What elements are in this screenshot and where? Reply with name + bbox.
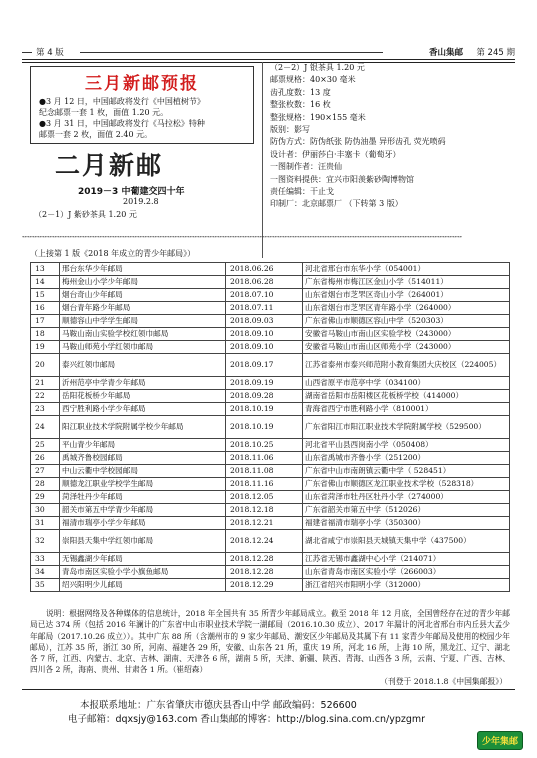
table-row [31, 341, 510, 354]
row-name: 崇阳县天集中学红领巾邮局 [60, 530, 226, 553]
stamp-details [270, 62, 446, 211]
row-number: 13 [31, 263, 60, 276]
row-address: 湖南省岳阳市岳阳楼区花板桥学校（414000） [303, 390, 510, 403]
row-name: 沂州范亭中学青少年邮局 [60, 377, 226, 390]
row-number: 33 [31, 553, 60, 566]
stamp-date: 2019.2.8 [123, 197, 159, 206]
footer-address: 本报联系地址：广东省肇庆市德庆县香山中学 邮政编码：526600 [80, 700, 357, 711]
detail-line: 一图资料提供：宜兴市阳羡紫砂陶博物馆 [270, 174, 414, 184]
star-divider: ******************************************************************************************************************************************************************************** [22, 236, 462, 240]
table-row [31, 403, 510, 416]
row-address: 广东省佛山市顺德区容山中学（520303） [303, 315, 510, 328]
row-address: 山东省青岛市南区实验小学（266003） [303, 566, 510, 579]
table-row [31, 263, 510, 276]
row-number: 32 [31, 530, 60, 553]
row-number: 24 [31, 416, 60, 439]
row-number: 15 [31, 289, 60, 302]
row-address: 山东省菏泽市牡丹区牡丹小学（274000） [303, 491, 510, 504]
row-name: 西宁胜利路小学少年邮局 [60, 403, 226, 416]
row-address: 河北省平山县西岗南小学（050408） [303, 439, 510, 452]
row-address: 广东省梅州市梅江区金山小学（514011） [303, 276, 510, 289]
row-name: 韶关市第五中学青少年邮局 [60, 504, 226, 517]
detail-line: 齿孔度数：13 度 [270, 87, 331, 97]
row-number: 19 [31, 341, 60, 354]
table-row [31, 416, 510, 439]
row-name: 马鞍山南山实验学校红领巾邮局 [60, 328, 226, 341]
row-name: 顺德容山中学学生邮局 [60, 315, 226, 328]
footer-rule [22, 689, 515, 690]
row-date: 2018.12.24 [226, 530, 303, 553]
row-number: 26 [31, 452, 60, 465]
row-name: 平山青少年邮局 [60, 439, 226, 452]
row-address: 广东省佛山市顺德区龙江职业技术学校（528318） [303, 478, 510, 491]
detail-line: 邮票规格：40×30 毫米 [270, 75, 356, 85]
row-address: 江苏省无锡市鑫湖中心小学（214071） [303, 553, 510, 566]
row-date: 2018.09.17 [226, 354, 303, 377]
edition-label: 第 4 版 [36, 48, 64, 58]
row-name: 青岛市南区实验小学小旗鱼邮局 [60, 566, 226, 579]
detail-line: 设计者：伊丽莎白·丰塞卡（葡萄牙） [270, 149, 401, 159]
row-date: 2018.09.28 [226, 390, 303, 403]
row-number: 29 [31, 491, 60, 504]
row-address: 广东省中山市南朗镇云衢中学（ 528451） [303, 465, 510, 478]
row-name: 梅州金山小学少年邮局 [60, 276, 226, 289]
row-address: 江苏省泰州市泰兴师范附小教育集团大庆校区（224005） [303, 354, 510, 377]
row-date: 2018.09.10 [226, 341, 303, 354]
footer-contact: 电子邮箱：dqxsjy@163.com 香山集邮的博客：http://blog.sina.com.cn/ypzgmr [68, 714, 426, 725]
row-number: 21 [31, 377, 60, 390]
row-date: 2018.09.19 [226, 377, 303, 390]
row-date: 2018.12.28 [226, 566, 303, 579]
column-divider [262, 62, 263, 258]
row-number: 23 [31, 403, 60, 416]
forecast-box [30, 66, 254, 144]
note-paragraph: 说明：根据网络及各种媒体的信息统计，2018 年全国共有 35 所青少年邮局成立。截至 2018 年 12 月底，全国曾经存在过的青少年邮局已达 374 所（包括 2016 年澜计的广东省中山市职业技术学院一湖邮局（2016.10.30 成立）、2017 年漏计的河北省邢台市内丘县大孟少年邮局（2017.10.26 成立））。其中广东 88 所（含潮州市的 9 家少年邮局、潮安区少年邮局及其属下有 11 家青少年邮局及使用的校园少年邮局），江苏 35 所，浙江 30 所，河南、福建各 29 所，安徽、山东各 21 所，重庆 19 所，河北 16 所，上海 10 所，黑龙江、辽宁、湖北各 7 所，江西、内蒙古、北京、吉林、湖南、天津各 6 所，湖南 5 所，天津、新疆、陕西、青海、山西各 3 所，云南、宁夏、广西、吉林、四川各 2 所，海南、贵州、甘肃各 1 所。（崔绍森） [30, 609, 510, 675]
row-address: 安徽省马鞍山市南山区师苑小学（243000） [303, 341, 510, 354]
row-number: 35 [31, 579, 60, 592]
row-name: 岳阳花板桥少年邮局 [60, 390, 226, 403]
row-number: 17 [31, 315, 60, 328]
row-name: 泰兴红领巾邮局 [60, 354, 226, 377]
row-date: 2018.12.05 [226, 491, 303, 504]
row-date: 2018.12.21 [226, 517, 303, 530]
row-date: 2018.12.28 [226, 553, 303, 566]
row-date: 2018.07.10 [226, 289, 303, 302]
row-number: 22 [31, 390, 60, 403]
post-office-table [30, 262, 510, 592]
table-row [31, 478, 510, 491]
row-number: 18 [31, 328, 60, 341]
row-name: 绍兴阳明少儿邮局 [60, 579, 226, 592]
stamp-spec: （2－1）J 紫砂茶具 1.20 元 [34, 210, 137, 219]
table-row [31, 289, 510, 302]
row-name: 禹城齐鲁校园邮局 [60, 452, 226, 465]
forecast-line: ●3 月 12 日，中国邮政将发行《中国植树节》 [39, 97, 205, 106]
row-name: 菏泽牡丹少年邮局 [60, 491, 226, 504]
page-header [22, 46, 515, 58]
detail-line: 防伪方式：防伪纸张 防伪油墨 异形齿孔 荧光喷码 [270, 137, 446, 147]
table-row [31, 328, 510, 341]
table-row [31, 517, 510, 530]
note-source: （刊登于 2018.1.8《中国集邮报》） [380, 677, 507, 686]
table-row [31, 276, 510, 289]
table-row [31, 566, 510, 579]
row-name: 烟台奇山少年邮局 [60, 289, 226, 302]
row-name: 烟台青年路少年邮局 [60, 302, 226, 315]
forecast-line: ●3 月 31 日，中国邮政将发行《马拉松》特种 [39, 119, 205, 128]
row-address: 安徽省马鞍山市南山区实验学校（243000） [303, 328, 510, 341]
row-name: 邢台东华少年邮局 [60, 263, 226, 276]
table-row [31, 452, 510, 465]
row-date: 2018.07.11 [226, 302, 303, 315]
forecast-title: 三月新邮预报 [85, 74, 199, 94]
row-date: 2018.09.10 [226, 328, 303, 341]
table-row [31, 465, 510, 478]
stamp-name: 2019－3 中葡建交四十年 [78, 187, 185, 197]
row-address: 山东省禹城市齐鲁小学（251200） [303, 452, 510, 465]
table-caption: （上接第 1 版《2018 年成立的青少年邮局》） [30, 249, 196, 258]
table-row [31, 553, 510, 566]
row-name: 福清市瑞亭小学少年邮局 [60, 517, 226, 530]
row-name: 马鞍山师苑小学红领巾邮局 [60, 341, 226, 354]
row-date: 2018.10.25 [226, 439, 303, 452]
detail-line: （2－2）J 银茶具 1.20 元 [270, 63, 365, 72]
row-number: 34 [31, 566, 60, 579]
table-row [31, 491, 510, 504]
row-number: 28 [31, 478, 60, 491]
table-row [31, 504, 510, 517]
table-row [31, 390, 510, 403]
row-address: 福建省福清市瑞亭小学（350300） [303, 517, 510, 530]
row-number: 31 [31, 517, 60, 530]
table-row [31, 530, 510, 553]
row-address: 浙江省绍兴市阳明小学（312000） [303, 579, 510, 592]
row-address: 河北省邢台市东华小学（054001） [303, 263, 510, 276]
logo-badge: 少年集邮 [477, 731, 523, 750]
detail-line: 版别：影写 [270, 124, 310, 134]
detail-line: 整张枚数：16 枚 [270, 100, 331, 110]
row-number: 25 [31, 439, 60, 452]
row-date: 2018.12.29 [226, 579, 303, 592]
row-address: 广东省阳江市阳江职业技术学院附属学校（529500） [303, 416, 510, 439]
row-address: 山西省原平市范亭中学（034100） [303, 377, 510, 390]
row-date: 2018.09.03 [226, 315, 303, 328]
row-address: 青海省西宁市胜利路小学（810001） [303, 403, 510, 416]
table-row [31, 302, 510, 315]
row-address: 湖北省咸宁市崇阳县天城镇天集中学（437500） [303, 530, 510, 553]
row-number: 16 [31, 302, 60, 315]
detail-line: 整张规格：190×155 毫米 [270, 112, 366, 122]
table-row [31, 377, 510, 390]
row-number: 14 [31, 276, 60, 289]
row-name: 中山云衢中学校园邮局 [60, 465, 226, 478]
table-row [31, 315, 510, 328]
row-date: 2018.11.16 [226, 478, 303, 491]
row-number: 27 [31, 465, 60, 478]
row-name: 顺德龙江职业学校学生邮局 [60, 478, 226, 491]
row-date: 2018.11.08 [226, 465, 303, 478]
row-name: 无锡鑫湖少年邮局 [60, 553, 226, 566]
row-date: 2018.10.19 [226, 416, 303, 439]
row-date: 2018.06.28 [226, 276, 303, 289]
paper-name: 香山集邮 [428, 48, 463, 58]
section-title: 二月新邮 [55, 151, 164, 180]
detail-line: 一图制作者：汪贵仙 [270, 162, 342, 172]
forecast-line: 纪念邮票一套 1 枚，面值 1.20 元。 [39, 108, 169, 117]
detail-line: 责任编辑：干止戈 [270, 186, 334, 196]
row-number: 20 [31, 354, 60, 377]
row-number: 30 [31, 504, 60, 517]
issue-label: 第 245 期 [476, 48, 515, 58]
row-address: 广东省韶关市第五中学（512026） [303, 504, 510, 517]
row-date: 2018.11.06 [226, 452, 303, 465]
row-date: 2018.06.26 [226, 263, 303, 276]
table-row [31, 439, 510, 452]
row-name: 阳江职业技术学院附属学校少年邮局 [60, 416, 226, 439]
row-address: 山东省烟台市芝罘区奇山小学（264001） [303, 289, 510, 302]
row-address: 山东省烟台市芝罘区青年路小学（264000） [303, 302, 510, 315]
table-row [31, 579, 510, 592]
row-date: 2018.12.18 [226, 504, 303, 517]
row-date: 2018.10.19 [226, 403, 303, 416]
table-row [31, 354, 510, 377]
detail-line: 印制厂：北京邮票厂 （下转第 3 版） [270, 199, 403, 209]
forecast-line: 邮票一套 2 枚，面值 2.40 元。 [39, 130, 153, 139]
